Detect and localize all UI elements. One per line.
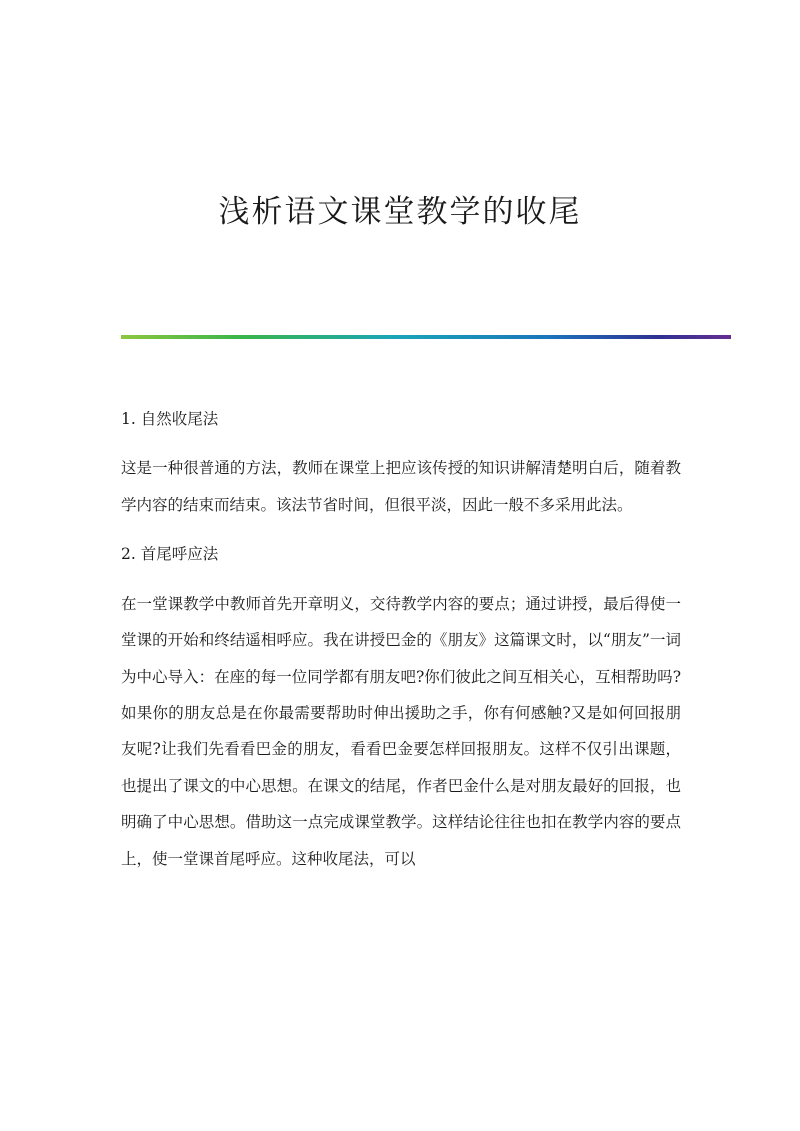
title-divider <box>121 335 731 339</box>
section-heading-echo-ending: 2. 首尾呼应法 <box>121 545 219 564</box>
section-paragraph-echo-ending: 在一堂课教学中教师首先开章明义，交待教学内容的要点；通过讲授，最后得使一堂课的开始和终结遥相呼应。我在讲授巴金的《朋友》这篇课文时，以“朋友”一词为中心导入：在座的每一位同学都有朋友吧?你们彼此之间互相关心，互相帮助吗?如果你的朋友总是在你最需要帮助时伸出援助之手，你有何感触?又是如何回报朋友呢?让我们先看看巴金的朋友，看看巴金要怎样回报朋友。这样不仅引出课题，也提出了课文的中心思想。在课文的结尾，作者巴金什么是对朋友最好的回报，也明确了中心思想。借助这一点完成课堂教学。这样结论往往也扣在教学内容的要点上，使一堂课首尾呼应。这种收尾法，可以 <box>121 594 681 868</box>
document-body <box>121 401 681 890</box>
section-paragraph-natural-ending: 这是一种很普通的方法，教师在课堂上把应该传授的知识讲解清楚明白后，随着教学内容的结束而结束。该法节省时间，但很平淡，因此一般不多采用此法。 <box>121 459 681 514</box>
document-title: 浅析语文课堂教学的收尾 <box>218 194 582 230</box>
section-heading-natural-ending: 1. 自然收尾法 <box>121 410 219 428</box>
